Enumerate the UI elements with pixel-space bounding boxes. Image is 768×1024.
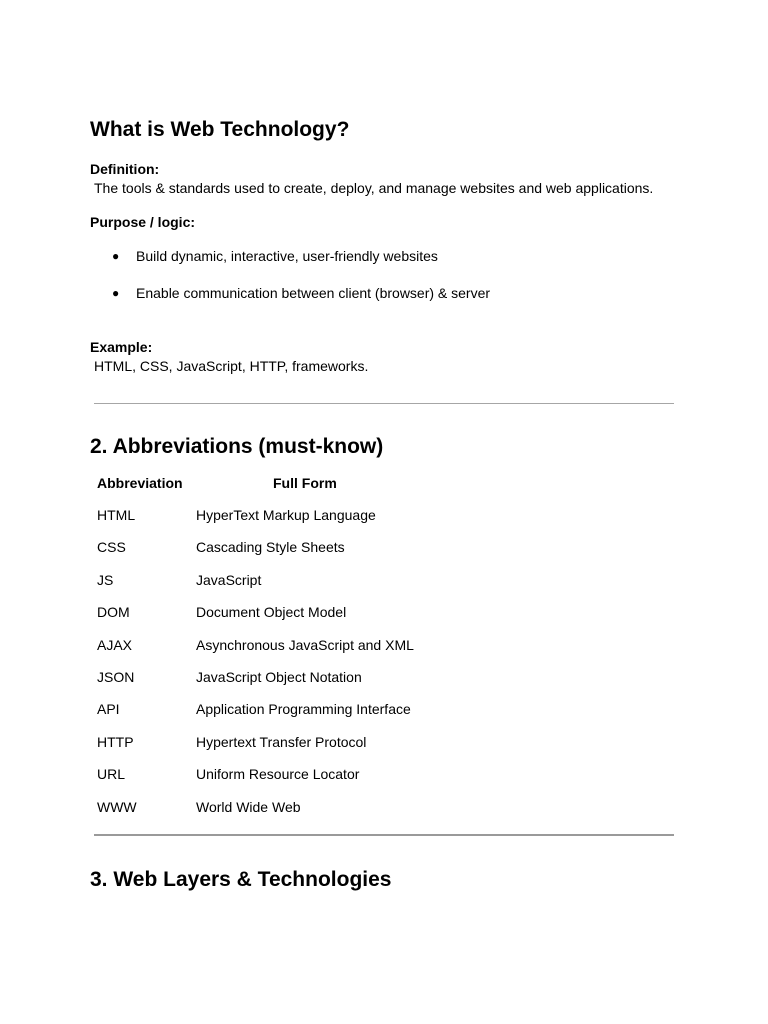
table-row (97, 668, 517, 700)
bullet-icon: ● (112, 249, 120, 263)
abbreviation-cell: HTML (97, 507, 136, 523)
column-header-full-form: Full Form (273, 475, 337, 491)
table-row (97, 538, 517, 570)
abbreviation-cell: URL (97, 766, 126, 783)
abbreviation-cell: JS (97, 571, 114, 588)
full-form-cell: Uniform Resource Locator (196, 766, 360, 783)
abbreviations-table (97, 474, 517, 830)
definition-label: Definition: (90, 161, 160, 177)
full-form-cell: Application Programming Interface (196, 701, 411, 718)
section1-title: What is Web Technology? (90, 118, 350, 141)
full-form-cell: JavaScript (196, 571, 262, 588)
bullet-icon: ● (112, 286, 120, 300)
purpose-item-text: Build dynamic, interactive, user-friendly websites (136, 248, 438, 264)
purpose-label: Purpose / logic: (90, 214, 196, 230)
purpose-item-text: Enable communication between client (browser) & server (136, 285, 491, 301)
abbreviation-cell: AJAX (97, 636, 133, 653)
full-form-cell: HyperText Markup Language (196, 507, 376, 523)
table-row (97, 603, 517, 635)
abbreviation-cell: DOM (97, 604, 130, 621)
table-header-row (97, 474, 517, 506)
table-row (97, 636, 517, 668)
full-form-cell: Asynchronous JavaScript and XML (196, 636, 414, 653)
section2-title: 2. Abbreviations (must-know) (90, 435, 384, 458)
definition-text: The tools & standards used to create, deploy, and manage websites and web applications. (94, 180, 654, 196)
example-label: Example: (90, 339, 153, 355)
abbreviation-cell: WWW (97, 798, 137, 815)
abbreviation-cell: API (97, 701, 120, 718)
horizontal-divider (94, 834, 674, 836)
full-form-cell: World Wide Web (196, 798, 301, 815)
full-form-cell: Hypertext Transfer Protocol (196, 733, 367, 750)
section3-title: 3. Web Layers & Technologies (90, 868, 392, 891)
full-form-cell: JavaScript Object Notation (196, 668, 362, 685)
table-row (97, 733, 517, 765)
abbreviation-cell: CSS (97, 539, 126, 556)
full-form-cell: Document Object Model (196, 604, 347, 621)
list-item (112, 284, 490, 321)
abbreviation-cell: HTTP (97, 733, 134, 750)
column-header-abbreviation: Abbreviation (97, 475, 183, 491)
table-row (97, 506, 517, 538)
horizontal-divider (94, 403, 674, 404)
list-item (112, 247, 490, 284)
table-row (97, 798, 517, 830)
full-form-cell: Cascading Style Sheets (196, 539, 345, 556)
purpose-list (112, 247, 490, 321)
example-text: HTML, CSS, JavaScript, HTTP, frameworks. (94, 358, 369, 374)
table-row (97, 765, 517, 797)
table-row (97, 571, 517, 603)
table-row (97, 700, 517, 732)
abbreviation-cell: JSON (97, 668, 135, 685)
